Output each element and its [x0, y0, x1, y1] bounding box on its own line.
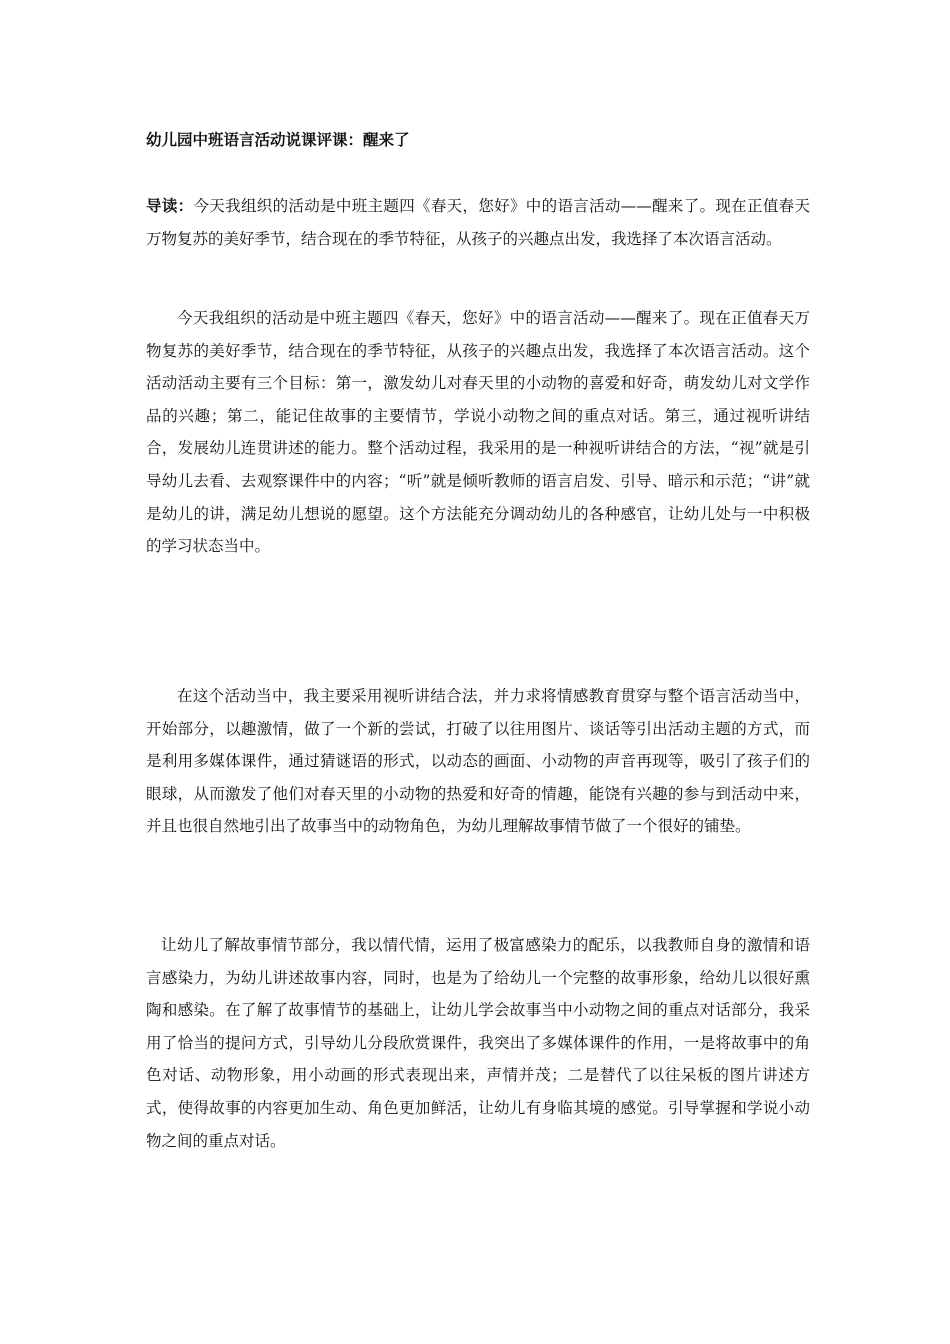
lead-paragraph [146, 190, 810, 255]
body-paragraph-3: 让幼儿了解故事情节部分，我以情代情，运用了极富感染力的配乐，以我教师自身的激情和语言感染力，为幼儿讲述故事内容，同时，也是为了给幼儿一个完整的故事形象，给幼儿以很好熏陶和感染。在了解了故事情节的基础上，让幼儿学会故事当中小动物之间的重点对话部分，我采用了恰当的提问方式，引导幼儿分段欣赏课件，我突出了多媒体课件的作用，一是将故事中的角色对话、动物形象，用小动画的形式表现出来，声情并茂；二是替代了以往呆板的图片讲述方式，使得故事的内容更加生动、角色更加鲜活，让幼儿有身临其境的感觉。引导掌握和学说小动物之间的重点对话。 [146, 936, 810, 1150]
body-paragraph-2: 在这个活动当中，我主要采用视听讲结合法，并力求将情感教育贯穿与整个语言活动当中，开始部分，以趣激情，做了一个新的尝试，打破了以往用图片、谈话等引出活动主题的方式，而是利用多媒体课件，通过猜谜语的形式，以动态的画面、小动物的声音再现等，吸引了孩子们的眼球，从而激发了他们对春天里的小动物的热爱和好奇的情趣，能饶有兴趣的参与到活动中来，并且也很自然地引出了故事当中的动物角色，为幼儿理解故事情节做了一个很好的铺垫。 [146, 687, 810, 836]
document-title: 幼儿园中班语言活动说课评课：醒来了 [146, 131, 410, 149]
lead-text: 今天我组织的活动是中班主题四《春天，您好》中的语言活动——醒来了。现在正值春天万物复苏的美好季节，结合现在的季节特征，从孩子的兴趣点出发，我选择了本次语言活动。 [146, 197, 810, 248]
body-paragraph-1: 今天我组织的活动是中班主题四《春天，您好》中的语言活动——醒来了。现在正值春天万物复苏的美好季节，结合现在的季节特征，从孩子的兴趣点出发，我选择了本次语言活动。这个活动活动主要有三个目标：第一，激发幼儿对春天里的小动物的喜爱和好奇，萌发幼儿对文学作品的兴趣；第二，能记住故事的主要情节，学说小动物之间的重点对话。第三，通过视听讲结合，发展幼儿连贯讲述的能力。整个活动过程，我采用的是一种视听讲结合的方法，“视”就是引导幼儿去看、去观察课件中的内容；“听”就是倾听教师的语言启发、引导、暗示和示范；“讲”就是幼儿的讲，满足幼儿想说的愿望。这个方法能充分调动幼儿的各种感官，让幼儿处与一中积极的学习状态当中。 [146, 309, 810, 556]
lead-label: 导读： [146, 197, 194, 215]
